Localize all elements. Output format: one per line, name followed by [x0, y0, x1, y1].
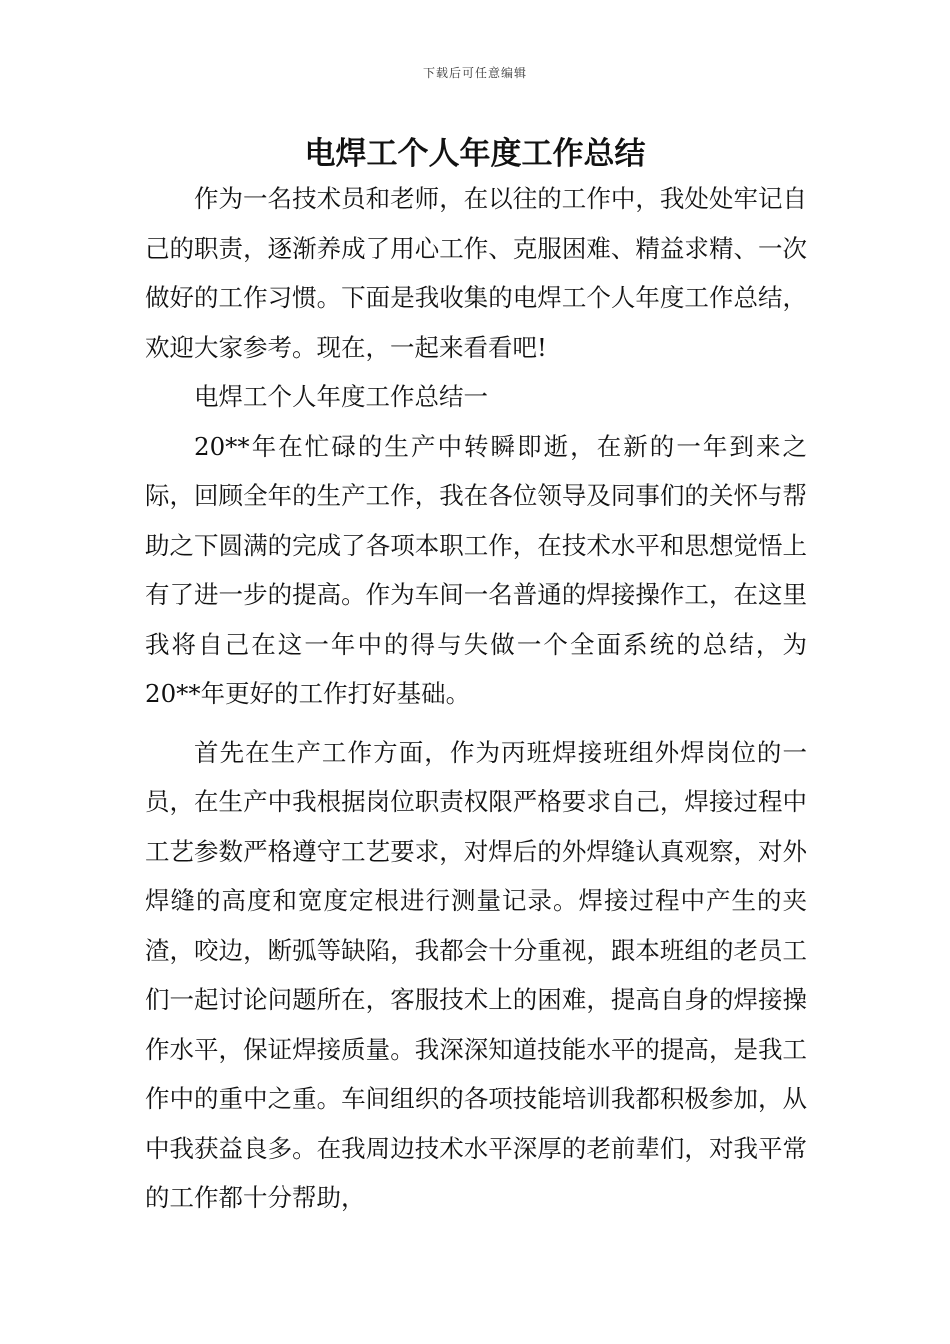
document-title: 电焊工个人年度工作总结 [304, 136, 646, 172]
body-paragraph: 首先在生产工作方面，作为丙班焊接班组外焊岗位的一员，在生产中我根据岗位职责权限严格要求自己，焊接过程中工艺参数严格遵守工艺要求，对焊后的外焊缝认真观察，对外焊缝的高度和宽度定根进行测量记录。焊接过程中产生的夹渣，咬边，断弧等缺陷，我都会十分重视，跟本班组的老员工们一起讨论问题所在，客服技术上的困难，提高自身的焊接操作水平，保证焊接质量。我深深知道技能水平的提高，是我工作中的重中之重。车间组织的各项技能培训我都积极参加，从中我获益良多。在我周边技术水平深厚的老前辈们，对我平常的工作都十分帮助， [145, 737, 807, 1212]
page-header-note: 下载后可任意编辑 [422, 66, 527, 80]
section-heading: 电焊工个人年度工作总结一 [194, 382, 488, 411]
body-paragraph: 20**年在忙碌的生产中转瞬即逝，在新的一年到来之际，回顾全年的生产工作，我在各位领导及同事们的关怀与帮助之下圆满的完成了各项本职工作，在技术水平和思想觉悟上有了进一步的提高。作为车间一名普通的焊接操作工，在这里我将自己在这一年中的得与失做一个全面系统的总结，为20**年更好的工作打好基础。 [145, 431, 807, 708]
intro-paragraph: 作为一名技术员和老师，在以往的工作中，我处处牢记自己的职责，逐渐养成了用心工作、克服困难、精益求精、一次做好的工作习惯。下面是我收集的电焊工个人年度工作总结，欢迎大家参考。现在，一起来看看吧! [145, 184, 807, 362]
document-body [145, 174, 807, 1223]
